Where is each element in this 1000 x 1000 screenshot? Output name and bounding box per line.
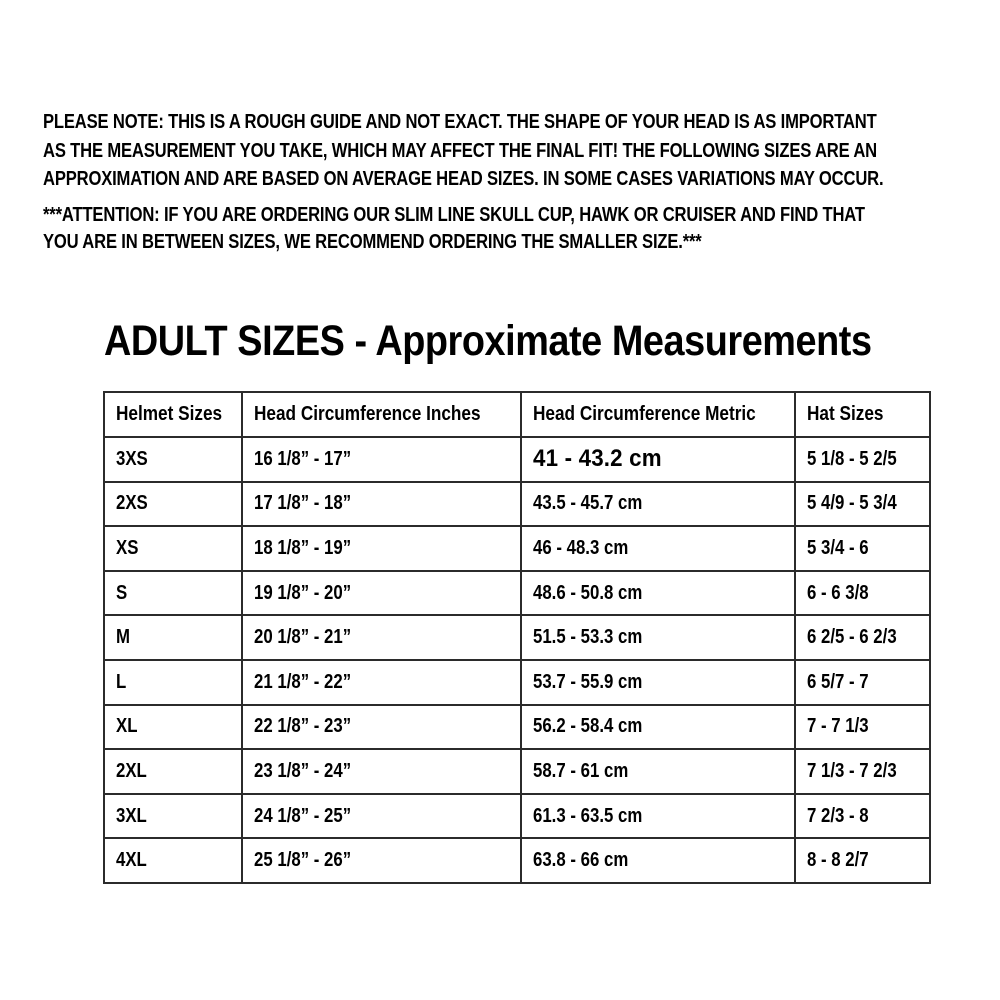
cell-metric: 58.7 - 61 cm: [521, 749, 795, 794]
attention-line-text: YOU ARE IN BETWEEN SIZES, WE RECOMMEND ORDERING THE SMALLER SIZE.***: [43, 230, 702, 253]
cell-metric: 56.2 - 58.4 cm: [521, 705, 795, 750]
cell-inches: 21 1/8” - 22”: [242, 660, 520, 705]
cell-metric: 43.5 - 45.7 cm: [521, 482, 795, 527]
cell-inches: 17 1/8” - 18”: [242, 482, 520, 527]
cell-metric: 46 - 48.3 cm: [521, 526, 795, 571]
cell-helmet-size: 3XS: [104, 437, 242, 482]
table-row: [104, 526, 930, 571]
cell-hat-size: 7 1/3 - 7 2/3: [795, 749, 930, 794]
cell-helmet-size: 2XL: [104, 749, 242, 794]
table-row: [104, 571, 930, 616]
cell-inches: 18 1/8” - 19”: [242, 526, 520, 571]
note-line-text: APPROXIMATION AND ARE BASED ON AVERAGE HEAD SIZES. IN SOME CASES VARIATIONS MAY OCCUR.: [43, 168, 884, 191]
cell-helmet-size: 4XL: [104, 838, 242, 883]
cell-hat-size: 5 3/4 - 6: [795, 526, 930, 571]
table-row: [104, 749, 930, 794]
cell-inches: 25 1/8” - 26”: [242, 838, 520, 883]
cell-helmet-size: S: [104, 571, 242, 616]
cell-inches: 23 1/8” - 24”: [242, 749, 520, 794]
cell-metric: 61.3 - 63.5 cm: [521, 794, 795, 839]
cell-hat-size: 7 2/3 - 8: [795, 794, 930, 839]
cell-metric: 51.5 - 53.3 cm: [521, 615, 795, 660]
size-table: [103, 391, 931, 884]
attention-line-text: ***ATTENTION: IF YOU ARE ORDERING OUR SLIM LINE SKULL CUP, HAWK OR CRUISER AND FIND THAT: [43, 204, 865, 226]
attention-paragraph: [43, 202, 1000, 255]
cell-inches: 20 1/8” - 21”: [242, 615, 520, 660]
table-row: [104, 705, 930, 750]
cell-helmet-size: XS: [104, 526, 242, 571]
cell-helmet-size: XL: [104, 705, 242, 750]
attention-line: [43, 229, 1000, 256]
attention-line: [43, 202, 1000, 229]
note-line: [43, 137, 1000, 166]
cell-metric: 53.7 - 55.9 cm: [521, 660, 795, 705]
note-line: [43, 165, 1000, 194]
note-line-text: PLEASE NOTE: THIS IS A ROUGH GUIDE AND NOT EXACT. THE SHAPE OF YOUR HEAD IS AS IMPORTANT: [43, 111, 877, 133]
cell-inches: 22 1/8” - 23”: [242, 705, 520, 750]
cell-hat-size: 6 2/5 - 6 2/3: [795, 615, 930, 660]
cell-helmet-size: M: [104, 615, 242, 660]
header-cell-hat-sizes: Hat Sizes: [795, 392, 930, 437]
note-line-text: AS THE MEASUREMENT YOU TAKE, WHICH MAY AFFECT THE FINAL FIT! THE FOLLOWING SIZES ARE AN: [43, 139, 878, 162]
table-row: [104, 482, 930, 527]
cell-metric: 41 - 43.2 cm: [521, 437, 795, 482]
cell-hat-size: 7 - 7 1/3: [795, 705, 930, 750]
cell-hat-size: 6 5/7 - 7: [795, 660, 930, 705]
table-row: [104, 838, 930, 883]
cell-helmet-size: L: [104, 660, 242, 705]
table-row: [104, 437, 930, 482]
table-row: [104, 615, 930, 660]
cell-hat-size: 5 4/9 - 5 3/4: [795, 482, 930, 527]
note-line: [43, 108, 1000, 137]
note-paragraph: [43, 108, 1000, 194]
page-title-text: ADULT SIZES - Approximate Measurements: [104, 317, 872, 365]
header-cell-circumference-metric: Head Circumference Metric: [521, 392, 795, 437]
cell-hat-size: 8 - 8 2/7: [795, 838, 930, 883]
page-title: [104, 319, 976, 363]
cell-hat-size: 5 1/8 - 5 2/5: [795, 437, 930, 482]
cell-metric: 63.8 - 66 cm: [521, 838, 795, 883]
cell-hat-size: 6 - 6 3/8: [795, 571, 930, 616]
cell-inches: 16 1/8” - 17”: [242, 437, 520, 482]
table-header-row: [104, 392, 930, 437]
cell-helmet-size: 3XL: [104, 794, 242, 839]
table-row: [104, 660, 930, 705]
header-cell-circumference-inches: Head Circumference Inches: [242, 392, 520, 437]
cell-metric: 48.6 - 50.8 cm: [521, 571, 795, 616]
table-row: [104, 794, 930, 839]
cell-helmet-size: 2XS: [104, 482, 242, 527]
cell-inches: 19 1/8” - 20”: [242, 571, 520, 616]
header-cell-helmet-sizes: Helmet Sizes: [104, 392, 242, 437]
cell-inches: 24 1/8” - 25”: [242, 794, 520, 839]
